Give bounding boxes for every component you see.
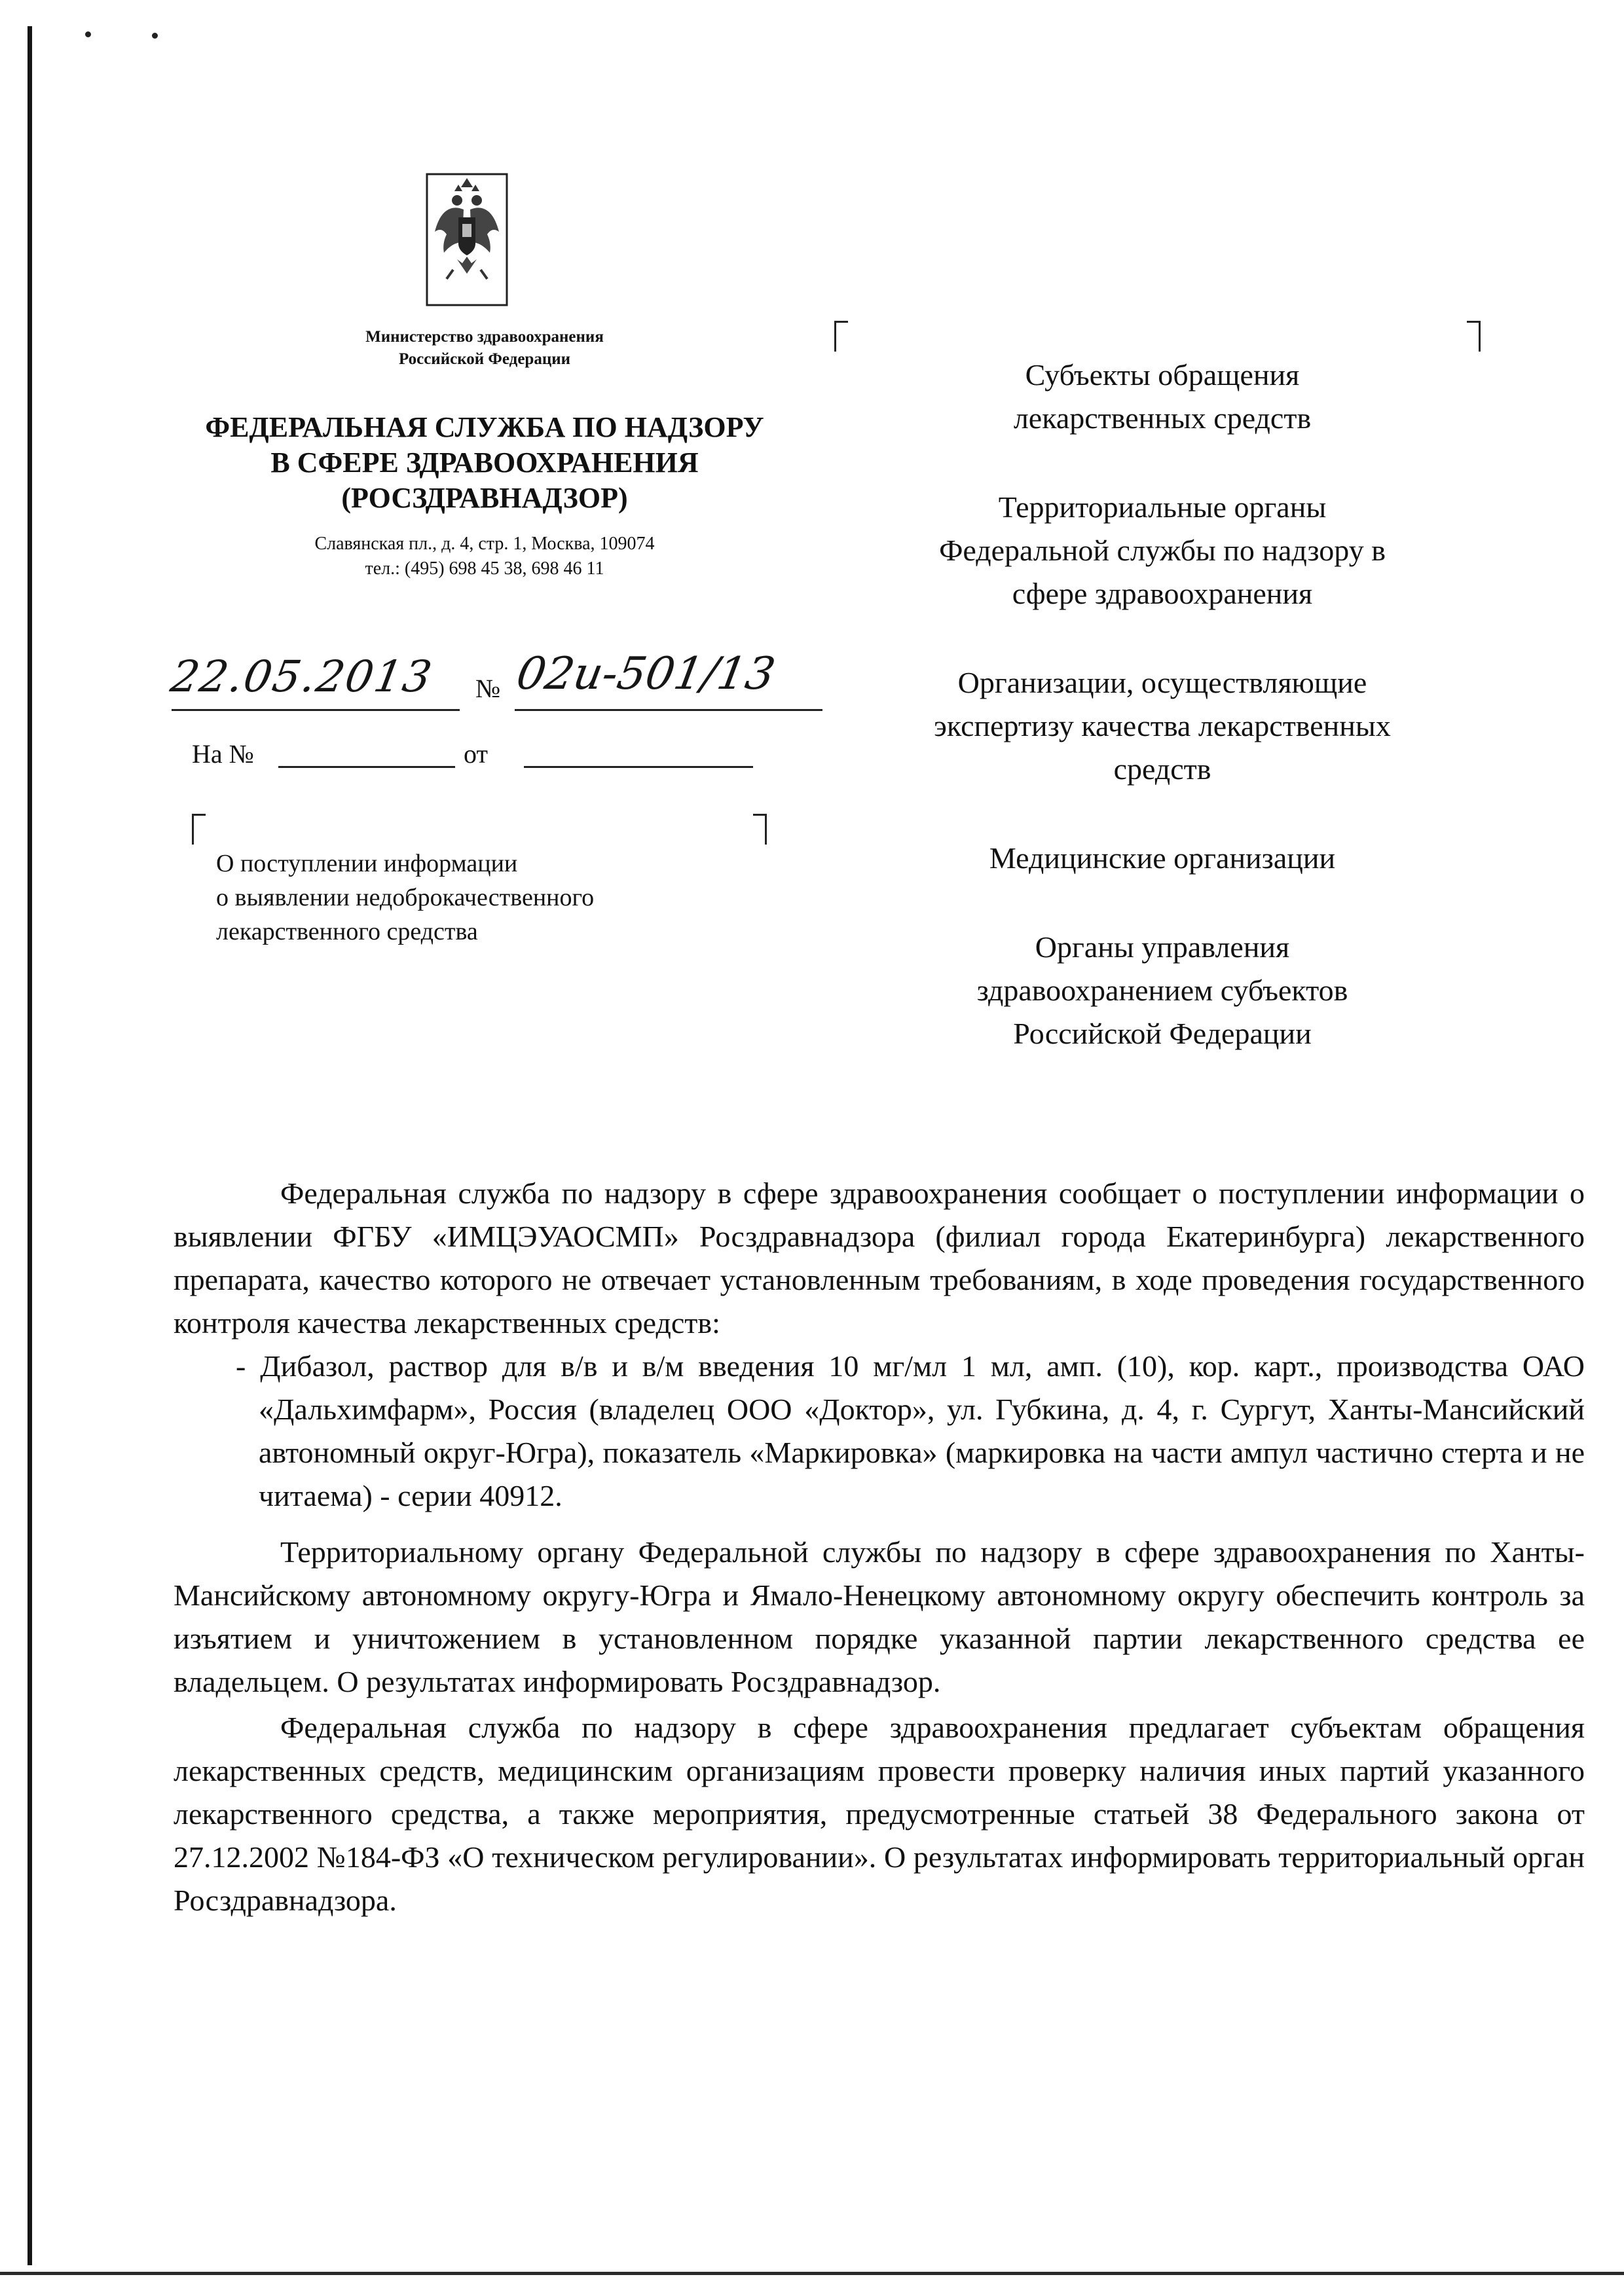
recipient-line: Территориальные органы xyxy=(998,490,1327,524)
recipient-line: Федеральной службы по надзору в xyxy=(939,534,1386,567)
ministry-line: Российской Федерации xyxy=(398,350,571,368)
body-paragraph: Федеральная служба по надзору в сфере здравоохранения сообщает о поступлении информации о выявлении ФГБУ «ИМЦЭУАОСМП» Росздравнадзора (филиал города Екатеринбурга) лекарственного препарата, качество которого не отвечает установленным требованиям, в ходе проведения государственного контроля качества лекарственных средств: xyxy=(174,1176,1585,1339)
scan-speck xyxy=(85,31,91,37)
bracket-top-right xyxy=(1467,321,1481,352)
service-line: ФЕДЕРАЛЬНАЯ СЛУЖБА ПО НАДЗОРУ xyxy=(205,411,764,443)
ministry-line: Министерство здравоохранения xyxy=(365,328,604,346)
bracket-top-left xyxy=(834,321,848,352)
subject-line: лекарственного средства xyxy=(216,918,478,945)
body-paragraph: Территориальному органу Федеральной службы по надзору в сфере здравоохранения по Ханты-Мансийскому автономному округу-Югра и Ямало-Ненецкому автономному округу обеспечить контроль за изъятием и уничтожением в установленном порядке указанной партии лекарственного средства ее владельцем. О результатах информировать Росздравнадзор. xyxy=(174,1535,1585,1698)
scan-edge-bottom xyxy=(0,2272,1624,2275)
subject-line: О поступлении информации xyxy=(216,850,518,877)
subject-line: о выявлении недоброкачественного xyxy=(216,884,595,911)
recipient-line: сфере здравоохранения xyxy=(1012,577,1313,610)
reply-to-label: На № xyxy=(192,739,254,769)
body-paragraph: Федеральная служба по надзору в сфере здравоохранения предлагает субъектам обращения лекарственных средств, медицинским организациям провести проверку наличия иных партий указанного лекарственного средства, а также мероприятия, предусмотренные статьей 38 Федерального закона от 27.12.2002 №184-ФЗ «О техническом регулировании». О результатах информировать территориальный орган Росздравнадзора. xyxy=(174,1711,1585,1917)
recipient-group xyxy=(858,837,1467,880)
service-name xyxy=(164,410,805,516)
service-line: В СФЕРЕ ЗДРАВООХРАНЕНИЯ xyxy=(270,446,699,479)
recipient-line: здравоохранением субъектов xyxy=(976,974,1348,1007)
registration-number-underline xyxy=(515,709,822,711)
recipient-line: средств xyxy=(1113,752,1211,786)
service-address xyxy=(196,532,773,581)
recipient-group xyxy=(858,354,1467,440)
service-line: (РОСЗДРАВНАДЗОР) xyxy=(341,482,628,514)
address-line: Славянская пл., д. 4, стр. 1, Москва, 109074 xyxy=(314,534,655,554)
registration-number: 02и-501/13 xyxy=(513,648,779,700)
reply-to-blank xyxy=(278,766,455,768)
registration-date-underline xyxy=(172,709,460,711)
scan-speck xyxy=(152,33,158,39)
letter-body xyxy=(174,1172,1585,1922)
from-label: от xyxy=(464,739,488,769)
recipient-line: Организации, осуществляющие xyxy=(957,666,1367,699)
recipient-line: Органы управления xyxy=(1035,930,1290,964)
from-blank xyxy=(524,766,753,768)
body-bullet-item: - Дибазол, раствор для в/в и в/м введения 10 мг/мл 1 мл, амп. (10), кор. карт., производства ОАО «Дальхимфарм», Россия (владелец ООО «Доктор», ул. Губкина, д. 4, г. Сургут, Ханты-Мансийский автономный округ-Югра), показатель «Маркировка» (маркировка на части ампул частично стерта и не читаема) - серии 40912. xyxy=(236,1349,1585,1512)
bracket-top-left xyxy=(192,814,206,845)
recipient-group xyxy=(858,661,1467,791)
registration-date: 22.05.2013 xyxy=(167,651,437,702)
registration-number-label: № xyxy=(475,674,501,703)
recipient-line: Российской Федерации xyxy=(1013,1017,1312,1050)
bracket-top-right xyxy=(753,814,767,845)
phone-line: тел.: (495) 698 45 38, 698 46 11 xyxy=(365,558,604,579)
letter-subject xyxy=(216,847,805,949)
recipient-line: Субъекты обращения xyxy=(1025,358,1300,392)
recipient-line: Медицинские организации xyxy=(989,841,1336,875)
scan-edge-left xyxy=(28,26,32,2265)
recipients-block xyxy=(858,354,1467,1101)
recipient-group xyxy=(858,486,1467,615)
coat-of-arms-emblem xyxy=(424,172,509,308)
recipient-line: экспертизу качества лекарственных xyxy=(934,709,1391,742)
recipient-group xyxy=(858,926,1467,1055)
recipient-line: лекарственных средств xyxy=(1013,401,1312,435)
ministry-name xyxy=(255,326,714,371)
